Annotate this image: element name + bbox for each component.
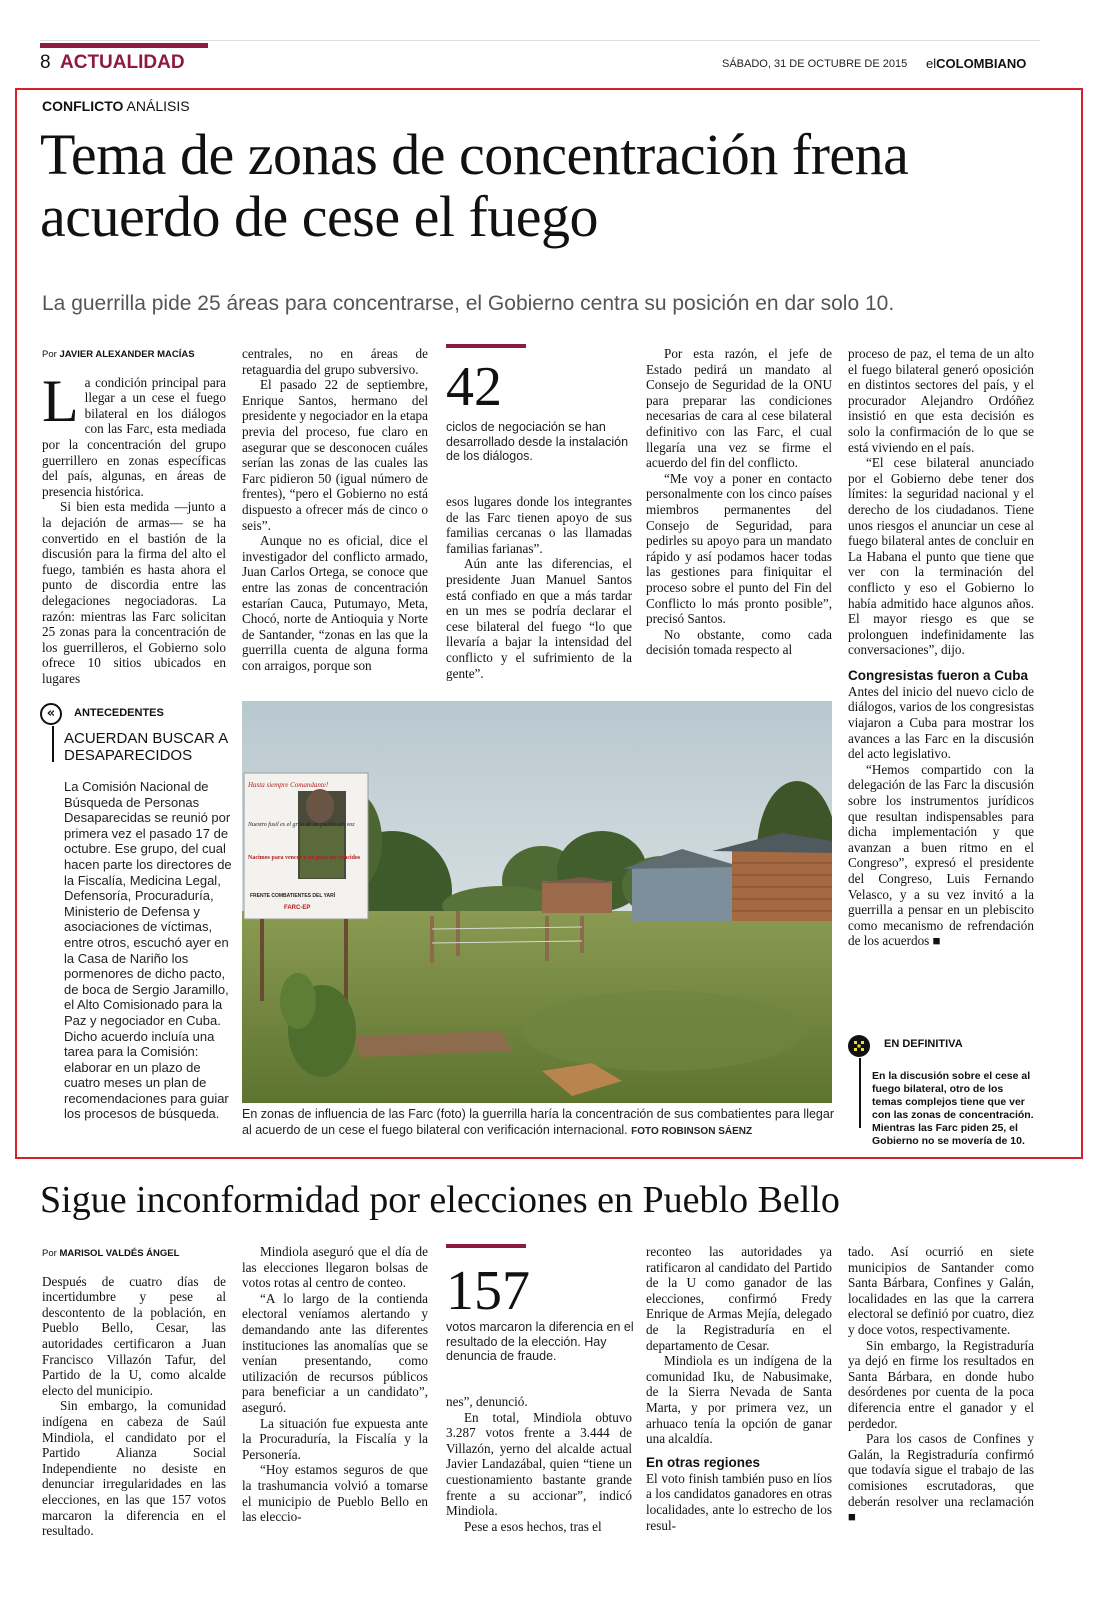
stat-accent-bar [446,1244,526,1248]
article-headline: Tema de zonas de concentración frena acuerdo de cese el fuego [40,122,909,249]
section-accent-bar [40,43,208,48]
photo-caption: En zonas de influencia de las Farc (foto) la guerrilla haría la concentración de sus combatientes para llegar al acuerdo de un cese el fuego bilateral con verificación internacional. FOTO ROBINSON SÁENZ [242,1107,834,1137]
article-column-4 [646,346,832,658]
article-kicker: CONFLICTO ANÁLISIS [42,98,190,114]
billboard-line-2: Nacimos para vencer y no para ser vencidos [248,855,361,861]
paragraph: proceso de paz, el tema de un alto el fuego bilateral generó oposición en distintos sectores del país, y el procurador Alejandro Ordóñez insistió en que esta decisión es solo la confirmación de lo que se está viviendo en el país. [848,346,1034,455]
header-rule [40,40,1040,41]
page-number: 8 [40,52,51,73]
paragraph: “Hemos compartido con la delegación de las Farc la discusión sobre los instrumentos jurídicos que resultan indispensables para dicha implementación y que avanzan a buen ritmo en el Congreso”, expresó el presidente del Congreso, Luis Fernando Velasco, y a su vez invitó a la guerrilla a pensar en un plebiscito como mecanismo de refrendación de los acuerdos ■ [848,761,1034,949]
issue-date: SÁBADO, 31 DE OCTUBRE DE 2015 [722,58,908,70]
paragraph: “El cese bilateral anunciado por el Gobierno debe tener dos límites: la seguridad nacional y el derecho de los ciudadanos. Tiene unos riesgos el anunciar un cese al fuego bilateral antes de concluir en La Habana el punto que tiene que ver con la terminación del conflicto y eso el Gobierno lo había admitido hace algunos años. El mayor riesgo es que se prolonguen indefinidamente las conversaciones”, dijo. [848,455,1034,658]
second-article-column-3 [446,1394,632,1534]
subheading: En otras regiones [646,1454,761,1470]
paragraph: El pasado 22 de septiembre, Enrique Santos, hermano del presidente y negociador en la etapa previa del proceso, fue claro en asegurar que se desconocen cuáles serían las zonas de las cuales las Farc pidieron 50 (igual número de frentes), “pero el Gobierno no está dispuesto a ofrecer más de cinco o seis”. [242,377,428,533]
paragraph: Sin embargo, la comunidad indígena en cabeza de Saúl Mindiola, el candidato por el Partido Alianza Social Independiente no desiste en denunciar irregularidades en las elecciones, en las que 157 votos marcaron la diferencia en el resultado. [42,1398,226,1539]
byline: Por MARISOL VALDÉS ÁNGEL [42,1248,180,1259]
paragraph: “Hoy estamos seguros de que la trashumancia volvió a tomarse el municipio de Pueblo Bello en las eleccio- [242,1462,428,1525]
stat-number: 42 [446,356,502,418]
paragraph: Aún ante las diferencias, el presidente Juan Manuel Santos está confiado en que a más tardar en un mes se podría declarar el cese bilateral del fuego “lo que llevaría a bajar la intensidad del conflicto y el sufrimiento de la gente”. [446,556,632,681]
paragraph: No obstante, como cada decisión tomada respecto al [646,626,832,658]
sidebar-body: La Comisión Nacional de Búsqueda de Personas Desaparecidas se reunió por primera vez el pasado 17 de octubre. Ese grupo, del cual hacen parte los directores de la Fiscalía, Medicina Legal, Defensoría, Procuraduría, Ministerio de Defensa y asociaciones de víctimas, entre otros, escuchó ayer en la Casa de Nariño los pormenores de dicho pacto, de boca de Sergio Jaramillo, el Alto Comisionado para la Paz y negociador en Cuba. Dicho acuerdo incluía una tarea para la Comisión: elaborar en un plazo de cuatro meses un plan de recomendaciones para guiar los procesos de búsqueda. [64,779,232,1122]
article-column-3 [446,494,632,681]
dotted-square-icon [848,1035,870,1057]
section-name: ACTUALIDAD [60,52,185,73]
paragraph: Después de cuatro días de incertidumbre y pese al descontento de la población, en Pueblo Bello, Cesar, las autoridades certificaron a Juan Francisco Villazón Tafur, del Partido de la U, como alcalde electo del municipio. [42,1273,226,1398]
stat-number: 157 [446,1260,530,1322]
newspaper-brand: elCOLOMBIANO [926,56,1027,71]
definitiva-rule [859,1058,861,1128]
article-column-5 [848,346,1034,949]
billboard-line-3: FRENTE COMBATIENTES DEL YARÍ [250,893,336,899]
paragraph: La situación fue expuesta ante la Procuraduría, la Fiscalía y la Personería. [242,1415,428,1462]
paragraph: Para los casos de Confines y Galán, la Registraduría confirmó que todavía sigue el trabajo de las comisiones escrutadoras, que deberán resolver una reclamación ■ [848,1431,1034,1525]
second-article-column-5 [848,1244,1034,1525]
billboard-line-1: Nuestro fusil es el grito de un pueblo sin voz [248,822,355,828]
paragraph: Mindiola es un indígena de la comunidad Iku, de Nabusimake, de la Sierra Nevada de Santa Marta, y por primera vez, un arhuaco tenía la opción de ganar una alcaldía. [646,1353,832,1447]
paragraph: En total, Mindiola obtuvo 3.287 votos frente a 3.444 de Villazón, yerno del alcalde actual Javier Landazábal, quien “tiene un cuestionamiento bastante grande frente a su accionar”, indicó Mindiola. [446,1409,632,1519]
paragraph: Pese a esos hechos, tras el [464,1518,602,1534]
article-column-2 [242,346,428,673]
billboard-top-text: Hasta siempre Comandante! [248,781,329,789]
double-chevron-left-icon: « [40,703,62,725]
paragraph: reconteo las autoridades ya ratificaron al candidato del Partido de la U como ganador de las elecciones, confirmó Fredy Enrique de Armas Mejía, delegado de la Registraduría en el departamento de Cesar. [646,1244,832,1353]
paragraph: Por esta razón, el jefe de Estado pedirá un mandato al Consejo de Seguridad de la ONU para preparar las condiciones necesarias de cara al cese bilateral definitivo con las Farc, el cual llegaría una vez se firme el acuerdo del fin del conflicto. [646,346,832,471]
drop-cap: L [42,367,79,434]
paragraph: Sin embargo, la Registraduría ya dejó en firme los resultados en Santa Bárbara, en donde hubo desórdenes por cuenta de la poca diferencia entre el ganador y el perdedor. [848,1337,1034,1431]
paragraph: El voto finish también puso en líos a los candidatos ganadores en otras localidades, ante lo estrecho de los resul- [646,1470,832,1533]
article-deck: La guerrilla pide 25 áreas para concentrarse, el Gobierno centra su posición en dar solo 10. [42,292,895,315]
article-photo [242,701,832,1103]
second-article-column-2 [242,1244,428,1525]
stat-accent-bar [446,344,526,348]
stat-caption: ciclos de negociación se han desarrollado desde la instalación de los diálogos. [446,420,629,463]
second-article-column-1 [42,1246,226,1539]
paragraph: “Me voy a poner en contacto personalmente con los cinco países miembros permanentes del Consejo de Seguridad, para pedirles su apoyo para un mandato rápido y así podamos hacer todas las gestiones para finiquitar el proceso sobre el punto del Fin del Conflicto lo más pronto posible”, precisó Santos. [646,470,832,627]
paragraph: “A lo largo de la contienda electoral veníamos alertando y demandando ante las diferentes instituciones las anomalías que se venían presentando, como utilización de recursos públicos para beneficiar a un candidato”, aseguró. [242,1290,428,1415]
paragraph: tado. Así ocurrió en siete municipios de Santander como Santa Bárbara, Confines y Galán, localidades en las que la carrera electoral se definió por cuatro, diez y doce votos, respectivamente. [848,1244,1035,1337]
antecedentes-label: ANTECEDENTES [74,707,164,719]
sidebar-title: ACUERDAN BUSCAR A DESAPARECIDOS [64,730,228,764]
paragraph: centrales, no en áreas de retaguardia del grupo subversivo. [242,346,428,377]
second-article-column-4 [646,1244,832,1533]
byline: Por JAVIER ALEXANDER MACÍAS [42,349,195,360]
definitiva-body: En la discusión sobre el cese al fuego bilateral, otro de los temas complejos tiene que ver con las zonas de concentración. Mientras las Farc piden 25, el Gobierno no se movería de 10. [872,1070,1034,1147]
paragraph: Si bien esta medida —junto a la dejación de armas— se ha convertido en el bastión de la discusión para la firma del alto el fuego, también es hasta ahora el punto de discordia entre las delegaciones negociadoras. La razón: mientras las Farc solicitan 25 zonas para la concentración de los guerrilleros, el Gobierno solo ofrece 10 sitios ubicados en lugares [42,499,226,686]
photo-credit: FOTO ROBINSON SÁENZ [631,1125,753,1137]
sidebar-rule [52,726,54,762]
paragraph: Aunque no es oficial, dice el investigador del conflicto armado, Juan Carlos Ortega, se conoce que entre las zonas de concentración estarían Cauca, Putumayo, Meta, Chocó, norte de Antioquia y Norte de Santander, “zonas en las que la guerrilla cuenta de alguna forma con arraigos, porque son [242,533,428,673]
paragraph: Antes del inicio del nuevo ciclo de diálogos, varios de los congresistas viajaron a Cuba para mostrar los avances a las Farc en la discusión del acto legislativo. [848,683,1034,762]
definitiva-label: EN DEFINITIVA [884,1038,963,1050]
billboard-line-4: FARC-EP [284,905,311,911]
subheading: Congresistas fueron a Cuba [848,667,1029,683]
paragraph: nes”, denunció. [446,1394,528,1409]
stat-caption: votos marcaron la diferencia en el resultado de la elección. Hay denuncia de fraude. [446,1320,634,1363]
second-article-headline: Sigue inconformidad por elecciones en Pueblo Bello [40,1179,840,1221]
paragraph: Mindiola aseguró que el día de las elecciones llegaron bolsas de votos rotas al centro de conteo. [242,1244,428,1291]
article-column-1 [42,347,226,686]
paragraph: esos lugares donde los integrantes de las Farc tienen apoyo de sus familias cercanas o las llamadas familias farianas”. [446,494,632,556]
paragraph: La condición principal para llegar a un cese el fuego bilateral en los diálogos con las Farc, esta mediada por la concentración del grupo guerrillero en zonas específicas del país, algunas, en áreas de presencia histórica. [42,367,226,499]
